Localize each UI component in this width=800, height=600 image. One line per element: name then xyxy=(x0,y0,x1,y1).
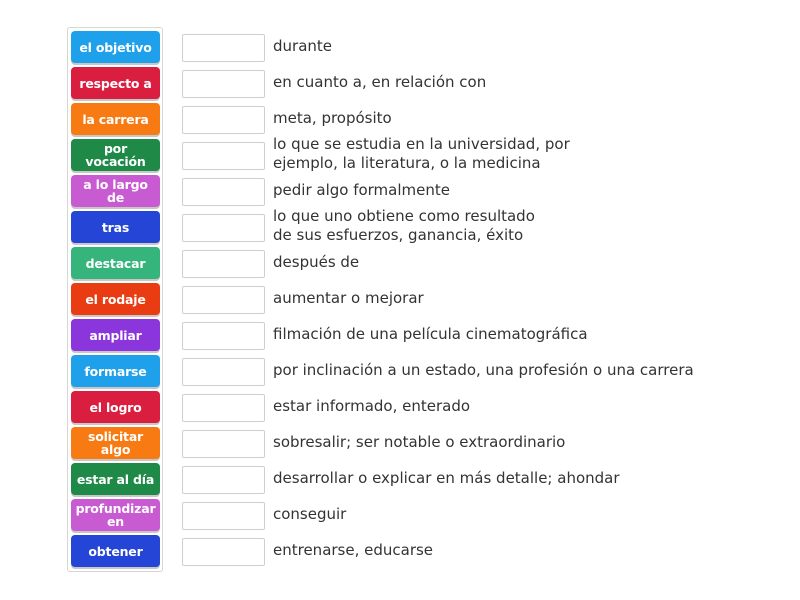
tile-profundizar-en[interactable]: profundizar en xyxy=(71,499,160,531)
tile-ampliar[interactable]: ampliar xyxy=(71,319,160,351)
definition-text: después de xyxy=(273,252,360,271)
drop-slot[interactable] xyxy=(182,34,265,62)
tile-estar-al-dia[interactable]: estar al día xyxy=(71,463,160,495)
tile-el-logro[interactable]: el logro xyxy=(71,391,160,423)
definition-text: pedir algo formalmente xyxy=(273,180,450,199)
drop-slot[interactable] xyxy=(182,394,265,422)
definition-text: durante xyxy=(273,36,333,55)
definition-text: filmación de una película cinematográfica xyxy=(273,324,588,343)
tile-por-vocacion[interactable]: por vocación xyxy=(71,139,160,171)
definition-text: lo que se estudia en la universidad, por ejemplo, la literatura, o la medicina xyxy=(273,135,570,172)
definition-text: conseguir xyxy=(273,504,347,523)
definition-text: estar informado, enterado xyxy=(273,396,471,415)
tile-destacar[interactable]: destacar xyxy=(71,247,160,279)
tile-tras[interactable]: tras xyxy=(71,211,160,243)
drop-slot[interactable] xyxy=(182,430,265,458)
drop-slot[interactable] xyxy=(182,70,265,98)
definition-text: aumentar o mejorar xyxy=(273,288,424,307)
definition-text: sobresalir; ser notable o extraordinario xyxy=(273,432,566,451)
drop-slot[interactable] xyxy=(182,178,265,206)
drop-slot[interactable] xyxy=(182,322,265,350)
drop-slot[interactable] xyxy=(182,250,265,278)
tile-respecto-a[interactable]: respecto a xyxy=(71,67,160,99)
drop-slot[interactable] xyxy=(182,466,265,494)
tile-el-rodaje[interactable]: el rodaje xyxy=(71,283,160,315)
drop-slot[interactable] xyxy=(182,538,265,566)
tile-la-carrera[interactable]: la carrera xyxy=(71,103,160,135)
definition-text: entrenarse, educarse xyxy=(273,540,434,559)
definition-text: lo que uno obtiene como resultado de sus esfuerzos, ganancia, éxito xyxy=(273,207,535,244)
definition-text: desarrollar o explicar en más detalle; ahondar xyxy=(273,468,620,487)
drop-slot[interactable] xyxy=(182,502,265,530)
tile-el-objetivo[interactable]: el objetivo xyxy=(71,31,160,63)
tile-a-lo-largo-de[interactable]: a lo largo de xyxy=(71,175,160,207)
drop-slot[interactable] xyxy=(182,142,265,170)
tile-solicitar-algo[interactable]: solicitar algo xyxy=(71,427,160,459)
definition-text: meta, propósito xyxy=(273,108,392,127)
drop-slot[interactable] xyxy=(182,358,265,386)
drop-slot[interactable] xyxy=(182,106,265,134)
definition-text: en cuanto a, en relación con xyxy=(273,72,487,91)
drop-slot[interactable] xyxy=(182,214,265,242)
tile-obtener[interactable]: obtener xyxy=(71,535,160,567)
tile-formarse[interactable]: formarse xyxy=(71,355,160,387)
drop-slot[interactable] xyxy=(182,286,265,314)
definition-text: por inclinación a un estado, una profesión o una carrera xyxy=(273,360,694,379)
